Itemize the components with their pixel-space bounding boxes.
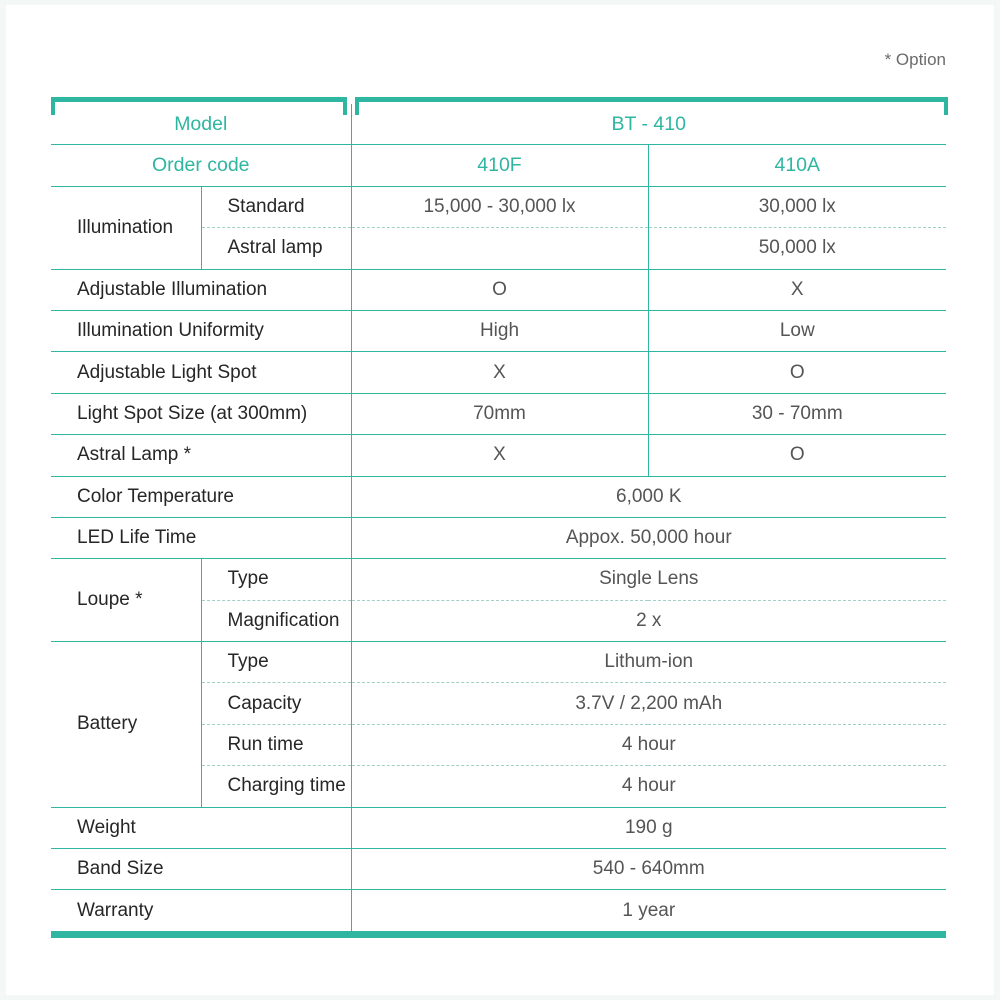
adjustable-light-spot-410f: X bbox=[351, 352, 648, 393]
weight-label: Weight bbox=[51, 807, 351, 848]
band-size-label: Band Size bbox=[51, 849, 351, 890]
illumination-standard-410a: 30,000 lx bbox=[648, 186, 946, 227]
adjustable-illumination-410a: X bbox=[648, 269, 946, 310]
battery-capacity-label: Capacity bbox=[201, 683, 351, 724]
light-spot-size-row bbox=[51, 393, 946, 434]
battery-charging-time-label: Charging time bbox=[201, 766, 351, 807]
astral-lamp-row bbox=[51, 435, 946, 476]
battery-charging-time-value: 4 hour bbox=[351, 766, 946, 807]
illumination-standard-row bbox=[51, 186, 946, 227]
color-temperature-row bbox=[51, 476, 946, 517]
adjustable-illumination-410f: O bbox=[351, 269, 648, 310]
illumination-uniformity-row bbox=[51, 310, 946, 351]
illumination-uniformity-410f: High bbox=[351, 310, 648, 351]
battery-run-time-value: 4 hour bbox=[351, 724, 946, 765]
color-temperature-value: 6,000 K bbox=[351, 476, 946, 517]
col-410a-header: 410A bbox=[648, 145, 946, 186]
illumination-astral-410a: 50,000 lx bbox=[648, 228, 946, 269]
order-code-row bbox=[51, 145, 946, 186]
loupe-magnification-value: 2 x bbox=[351, 600, 946, 641]
illumination-uniformity-410a: Low bbox=[648, 310, 946, 351]
col-410f-header: 410F bbox=[351, 145, 648, 186]
spec-table bbox=[51, 104, 946, 932]
illumination-astral-label: Astral lamp bbox=[201, 228, 351, 269]
led-life-time-value: Appox. 50,000 hour bbox=[351, 517, 946, 558]
adjustable-light-spot-label: Adjustable Light Spot bbox=[51, 352, 351, 393]
adjustable-light-spot-410a: O bbox=[648, 352, 946, 393]
led-life-time-row bbox=[51, 517, 946, 558]
warranty-label: Warranty bbox=[51, 890, 351, 931]
battery-type-value: Lithum-ion bbox=[351, 642, 946, 683]
loupe-type-label: Type bbox=[201, 559, 351, 600]
loupe-type-value: Single Lens bbox=[351, 559, 946, 600]
model-row bbox=[51, 104, 946, 145]
model-label: Model bbox=[51, 104, 351, 145]
battery-type-row bbox=[51, 642, 946, 683]
illumination-label: Illumination bbox=[51, 186, 201, 269]
weight-row bbox=[51, 807, 946, 848]
loupe-magnification-label: Magnification bbox=[201, 600, 351, 641]
battery-run-time-label: Run time bbox=[201, 724, 351, 765]
loupe-type-row bbox=[51, 559, 946, 600]
band-size-row bbox=[51, 849, 946, 890]
led-life-time-label: LED Life Time bbox=[51, 517, 351, 558]
weight-value: 190 g bbox=[351, 807, 946, 848]
battery-label: Battery bbox=[51, 642, 201, 808]
battery-type-label: Type bbox=[201, 642, 351, 683]
astral-lamp-410a: O bbox=[648, 435, 946, 476]
adjustable-illumination-row bbox=[51, 269, 946, 310]
astral-lamp-410f: X bbox=[351, 435, 648, 476]
loupe-label: Loupe * bbox=[51, 559, 201, 642]
color-temperature-label: Color Temperature bbox=[51, 476, 351, 517]
illumination-uniformity-label: Illumination Uniformity bbox=[51, 310, 351, 351]
adjustable-illumination-label: Adjustable Illumination bbox=[51, 269, 351, 310]
light-spot-size-label: Light Spot Size (at 300mm) bbox=[51, 393, 351, 434]
illumination-standard-label: Standard bbox=[201, 186, 351, 227]
warranty-value: 1 year bbox=[351, 890, 946, 931]
light-spot-size-410a: 30 - 70mm bbox=[648, 393, 946, 434]
model-value: BT - 410 bbox=[351, 104, 946, 145]
footer-bar bbox=[51, 932, 946, 938]
warranty-row bbox=[51, 890, 946, 931]
option-note: * Option bbox=[884, 50, 946, 69]
band-size-value: 540 - 640mm bbox=[351, 849, 946, 890]
illumination-astral-410f bbox=[351, 228, 648, 269]
adjustable-light-spot-row bbox=[51, 352, 946, 393]
battery-capacity-value: 3.7V / 2,200 mAh bbox=[351, 683, 946, 724]
order-code-label: Order code bbox=[51, 145, 351, 186]
illumination-standard-410f: 15,000 - 30,000 lx bbox=[351, 186, 648, 227]
light-spot-size-410f: 70mm bbox=[351, 393, 648, 434]
astral-lamp-label: Astral Lamp * bbox=[51, 435, 351, 476]
